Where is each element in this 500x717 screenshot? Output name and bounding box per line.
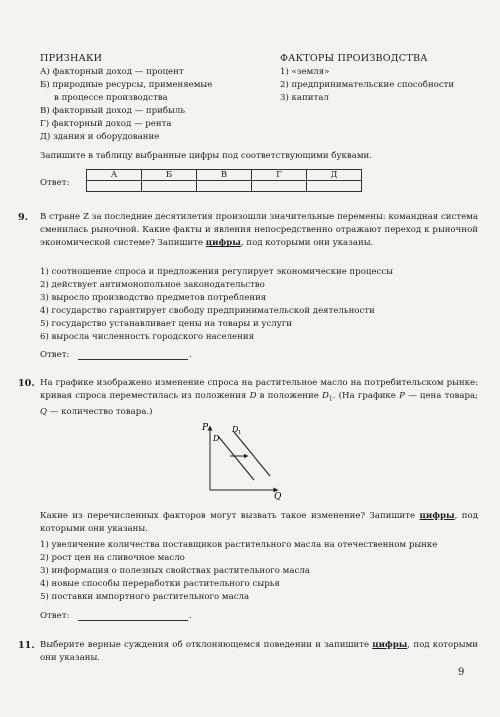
q10-var-p: P — [399, 391, 405, 402]
question-11-text — [40, 639, 478, 665]
priznak-b: Б) природные ресурсы, применяемые — [40, 80, 213, 90]
curve-label-d1: D — [232, 425, 239, 434]
demand-curve-d1 — [234, 432, 270, 476]
factor-1: 1) «земля» — [280, 67, 330, 77]
answer-table-input-row — [87, 181, 362, 192]
q10-text-part: — количество товара.) — [47, 407, 153, 418]
answer-cell[interactable] — [197, 181, 252, 192]
answer-cell[interactable] — [87, 181, 142, 192]
q9-option-1: 1) соотношение спроса и предложения регулирует экономические процессы — [40, 267, 394, 277]
q10-var-d1: D — [322, 391, 329, 402]
question-10-text — [40, 377, 478, 419]
answer-table-header: Д — [307, 170, 362, 181]
answer-table-header: Г — [252, 170, 307, 181]
q9-option-6: 6) выросла численность городского населения — [40, 332, 254, 342]
question-10-question — [40, 510, 478, 536]
question-10-number: 10. — [18, 378, 35, 389]
q10-bold-word: цифры — [419, 511, 455, 521]
q9-answer-line[interactable] — [78, 359, 188, 360]
q11-text-end: , под которыми они указаны. — [40, 640, 478, 664]
q10-question-part: Какие из перечисленных факторов могут вызвать такое изменение? Запишите — [40, 511, 420, 521]
q9-option-3: 3) выросло производство предметов потребления — [40, 293, 267, 303]
q10-text-part: . (На графике — [332, 391, 400, 402]
priznaki-heading: ПРИЗНАКИ — [40, 53, 103, 64]
question-11-number: 11. — [18, 640, 35, 651]
demand-shift-graph — [196, 422, 296, 500]
answer-table-header-row — [87, 170, 362, 181]
answer-table — [86, 169, 362, 192]
q10-answer-end: . — [189, 611, 192, 621]
q9-option-4: 4) государство гарантирует свободу предпринимательской деятельности — [40, 306, 375, 316]
q10-option-5: 5) поставки импортного растительного масла — [40, 592, 250, 602]
priznak-b-cont: в процессе производства — [54, 93, 168, 103]
q10-var-q: Q — [40, 407, 48, 418]
answer-cell[interactable] — [307, 181, 362, 192]
q10-var-d1-sub: 1 — [328, 395, 333, 403]
question-9-bold-word: цифры — [205, 238, 241, 249]
q11-text-part: Выберите верные суждения об отклоняющемся поведении и запишите — [40, 640, 373, 650]
q11-bold-word: цифры — [372, 640, 408, 650]
priznak-d: Д) здания и оборудование — [40, 132, 160, 142]
q10-var-d: D — [249, 391, 257, 402]
curve-label-d: D — [213, 434, 220, 443]
q10-text-part: На графике изображено изменение спроса на растительное масло на потребительском рынке: кривая спроса переместилась из положения — [40, 378, 478, 402]
page-number: 9 — [458, 667, 465, 678]
q10-text-part: — цена товара; — [404, 391, 479, 402]
priznak-v: В) факторный доход — прибыль — [40, 106, 186, 116]
question-9-text — [40, 211, 478, 251]
q10-question-end: , под которыми они указаны. — [40, 511, 478, 535]
answer-cell[interactable] — [252, 181, 307, 192]
q9-option-5: 5) государство устанавливает цены на товары и услуги — [40, 319, 293, 329]
q10-answer-label: Ответ: — [40, 611, 70, 621]
answer-label-8: Ответ: — [40, 178, 70, 188]
priznak-a: А) факторный доход — процент — [40, 67, 184, 77]
q10-option-3: 3) информация о полезных свойствах растительного масла — [40, 566, 310, 576]
factor-2: 2) предпринимательские способности — [280, 80, 455, 90]
factors-heading: ФАКТОРЫ ПРОИЗВОДСТВА — [280, 53, 428, 64]
demand-curve-d — [218, 436, 254, 480]
q10-option-1: 1) увеличение количества поставщиков растительного масла на отечественном рынке — [40, 540, 438, 550]
answer-table-header: Б — [142, 170, 197, 181]
question-9-text-end: , под которыми они указаны. — [240, 238, 374, 249]
answer-table-header: В — [197, 170, 252, 181]
q10-option-4: 4) новые способы переработки растительного сырья — [40, 579, 280, 589]
priznak-g: Г) факторный доход — рента — [40, 119, 172, 129]
table-instruction: Запишите в таблицу выбранные цифры под соответствующими буквами. — [40, 151, 373, 161]
q10-answer-line[interactable] — [78, 620, 188, 621]
q10-text-part: в положение — [256, 391, 322, 402]
axis-label-p: P — [202, 423, 209, 433]
q9-answer-end: . — [189, 350, 192, 360]
q9-option-2: 2) действует антимонопольное законодательство — [40, 280, 265, 290]
question-9-number: 9. — [18, 212, 29, 223]
axis-label-q: Q — [274, 492, 282, 500]
answer-cell[interactable] — [142, 181, 197, 192]
answer-table-header: А — [87, 170, 142, 181]
q9-answer-label: Ответ: — [40, 350, 70, 360]
question-9-text-part: В стране Z за последние десятилетия произошли значительные перемены: командная система сменилась рыночной. Какие факты и явления непосредственно отражают переход к рыночной экономической системе? Запишите — [40, 212, 478, 249]
factor-3: 3) капитал — [280, 93, 329, 103]
q10-option-2: 2) рост цен на сливочное масло — [40, 553, 185, 563]
curve-label-d1-sub: 1 — [238, 430, 242, 436]
